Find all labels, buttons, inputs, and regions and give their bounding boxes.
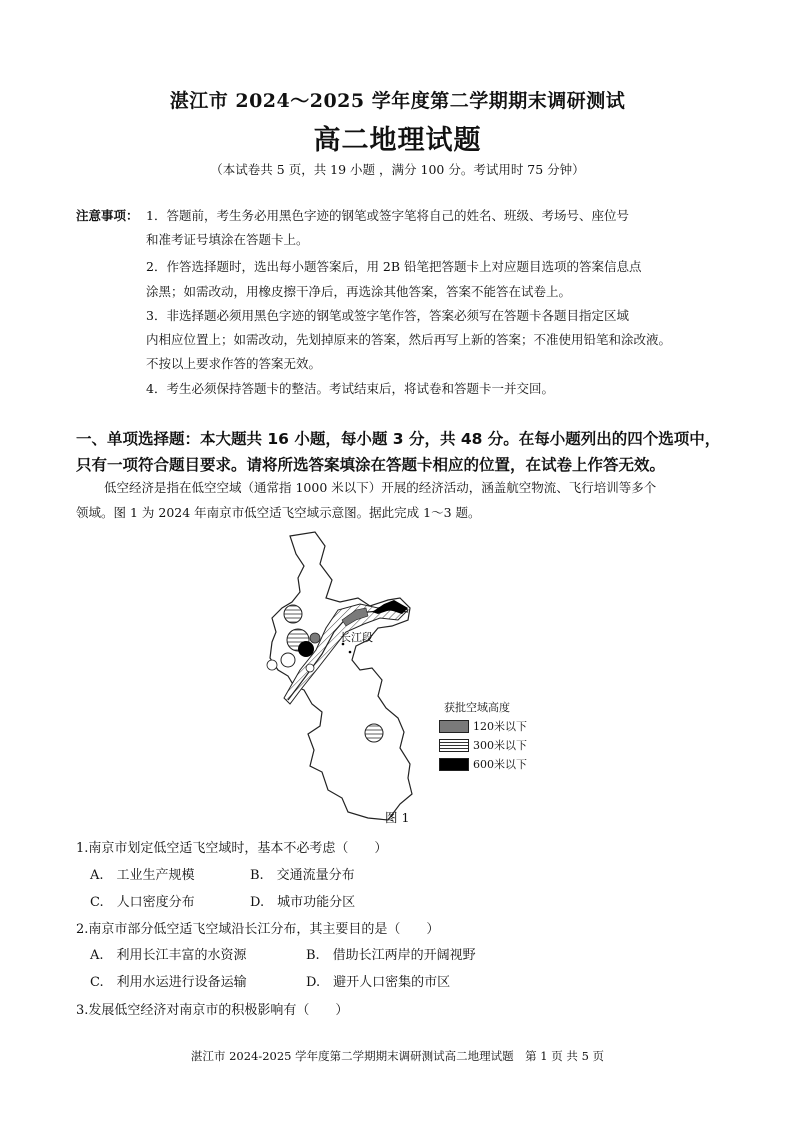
option-c: C. 利用水运进行设备运输 (90, 975, 247, 990)
airspace-circle-600m (298, 641, 314, 657)
legend-swatch-300m (439, 739, 469, 752)
legend-label: 120米以下 (473, 720, 527, 733)
legend-swatch-600m (439, 758, 469, 771)
nanjing-airspace-map (260, 528, 560, 828)
question-stem: 1.南京市划定低空适飞空域时，基本不必考虑（ ） (76, 841, 388, 856)
option-a: A. 工业生产规模 (90, 868, 195, 883)
option-d: D. 避开人口密集的市区 (306, 975, 451, 990)
city-point (349, 651, 352, 654)
notice-line: 3．非选择题必须用黑色字迹的钢笔或签字笔作答，答案必须写在答题卡各题目指定区域 (146, 308, 629, 323)
section-heading: 只有一项符合题目要求。请将所选答案填涂在答题卡相应的位置，在试卷上作答无效。 (76, 456, 666, 474)
city-boundary (270, 532, 412, 820)
notice-line: 不按以上要求作答的答案无效。 (146, 356, 322, 371)
option-b: B. 借助长江两岸的开阔视野 (306, 948, 476, 963)
notice-line: 2．作答选择题时，选出每小题答案后，用 2B 铅笔把答题卡上对应题目选项的答案信息点 (146, 259, 642, 274)
yangtze-label: 长江段 (340, 631, 373, 644)
subject-title: 高二地理试题 (313, 125, 482, 156)
option-b: B. 交通流量分布 (250, 868, 355, 883)
question-stem: 3.发展低空经济对南京市的积极影响有（ ） (76, 1003, 349, 1018)
notice-line: 涂黑；如需改动，用橡皮擦干净后，再选涂其他答案，答案不能答在试卷上。 (146, 284, 572, 299)
intro-text: 低空经济是指在低空空域（通常指 1000 米以下）开展的经济活动，涵盖航空物流、飞行培训等多个 (104, 480, 657, 495)
notice-line: 和准考证号填涂在答题卡上。 (146, 232, 309, 247)
legend-label: 300米以下 (473, 739, 527, 752)
legend-label: 600米以下 (473, 758, 527, 771)
notice-line: 1．答题前，考生务必用黑色字迹的钢笔或签字笔将自己的姓名、班级、考场号、座位号 (146, 208, 629, 223)
page-footer: 湛江市 2024-2025 学年度第二学期期末调研测试高二地理试题 第 1 页 共 5 页 (190, 1049, 605, 1063)
figure-caption: 图 1 (385, 810, 410, 825)
airspace-circle-300m (284, 605, 302, 623)
section-heading: 一、单项选择题：本大题共 16 小题，每小题 3 分，共 48 分。在每小题列出的四个选项中， (76, 430, 721, 448)
airspace-circle-300m (365, 724, 383, 742)
airspace-circle-120m (281, 653, 295, 667)
legend-title: 获批空域高度 (444, 701, 510, 714)
airspace-circle-120m (310, 633, 320, 643)
option-d: D. 城市功能分区 (250, 895, 356, 910)
question-stem: 2.南京市部分低空适飞空域沿长江分布，其主要目的是（ ） (76, 922, 440, 937)
option-c: C. 人口密度分布 (90, 895, 195, 910)
legend-swatch-120m (439, 720, 469, 733)
exam-title: 湛江市 2024～2025 学年度第二学期期末调研测试 (169, 90, 626, 112)
option-a: A. 利用长江丰富的水资源 (90, 948, 247, 963)
notice-line: 内相应位置上；如需改动，先划掉原来的答案，然后再写上新的答案；不准使用铅笔和涂改液。 (146, 332, 672, 347)
exam-subtitle: （本试卷共 5 页，共 19 小题 ，满分 100 分。考试用时 75 分钟） (210, 162, 585, 177)
notice-label: 注意事项： (76, 208, 139, 223)
notice-line: 4．考生必须保持答题卡的整洁。考试结束后，将试卷和答题卡一并交回。 (146, 381, 554, 396)
airspace-circle-small (267, 660, 277, 670)
airspace-circle-small (306, 664, 314, 672)
intro-text: 领域。图 1 为 2024 年南京市低空适飞空域示意图。据此完成 1～3 题。 (76, 505, 481, 520)
